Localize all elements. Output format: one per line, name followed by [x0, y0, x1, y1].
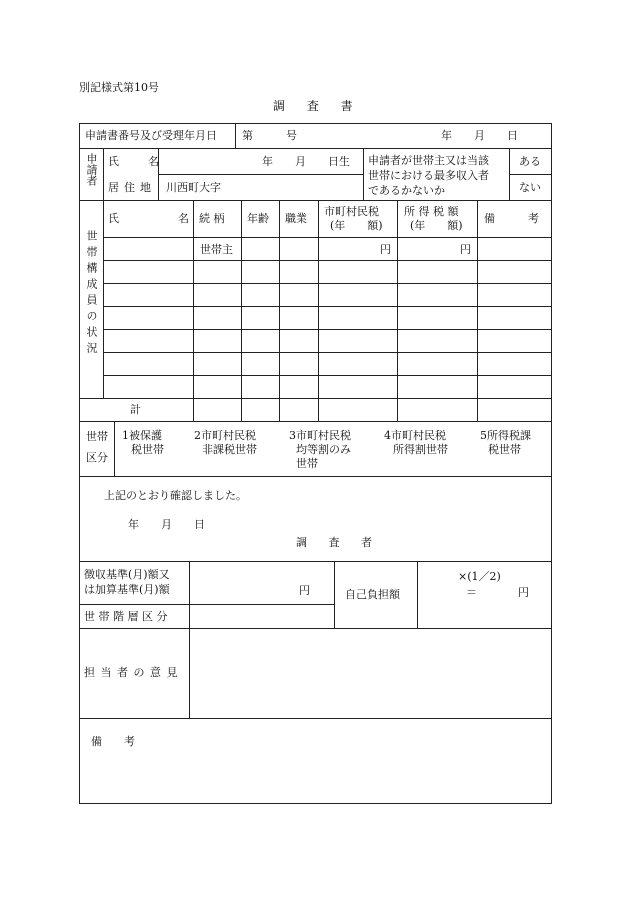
first-row-income-tax-yen: 円 — [460, 243, 471, 256]
applicant-address-label: 居住地 — [108, 181, 156, 194]
applicant-question-line2: 世帯における最多収入者 — [368, 169, 489, 182]
burden-yen: 円 — [518, 586, 529, 599]
class-option-4-line1[interactable]: 4市町村民税 — [384, 429, 446, 442]
base-amount-label-2: は加算基準(月)額 — [84, 583, 170, 596]
officer-opinion-field[interactable] — [190, 629, 551, 717]
class-option-3-line3: 世帯 — [296, 457, 318, 470]
col-remarks: 備 考 — [484, 212, 539, 225]
officer-opinion-label: 担 当 者 の 意 見 — [84, 666, 179, 679]
col-name-a: 氏 — [108, 212, 119, 225]
burden-formula: ×(1／2) — [458, 570, 501, 583]
confirmation-date-field[interactable]: 年 月 日 — [128, 518, 205, 531]
answer-yes-option[interactable]: ある — [519, 155, 541, 168]
applicant-name-label: 氏 名 — [108, 155, 168, 168]
class-option-1-line2: 税世帯 — [131, 443, 164, 456]
answer-no-option[interactable]: ない — [519, 181, 541, 194]
class-option-3-line2: 均等割のみ — [296, 443, 351, 456]
confirmation-text: 上記のとおり確認しました。 — [104, 489, 247, 502]
col-resident-tax-2: (年 額) — [330, 219, 383, 232]
total-label: 計 — [130, 403, 141, 416]
applicant-address-value[interactable]: 川西町大字 — [166, 181, 221, 194]
form-number: 別記様式第10号 — [79, 81, 159, 94]
remarks-field[interactable] — [80, 752, 551, 803]
base-amount-label-1: 徴収基準(月)額又 — [84, 568, 170, 581]
col-income-tax-2: (年 額) — [410, 219, 463, 232]
household-class-label-1: 世帯 — [86, 430, 108, 443]
first-row-relation: 世帯主 — [200, 243, 233, 256]
application-date-field[interactable]: 年 月 日 — [441, 129, 518, 142]
class-option-5-line2: 税世帯 — [488, 443, 521, 456]
class-option-3-line1[interactable]: 3市町村民税 — [289, 429, 351, 442]
base-amount-yen: 円 — [299, 584, 310, 597]
class-option-4-line2: 所得割世帯 — [393, 443, 448, 456]
members-side-label: 世帯構成員の状況 — [85, 230, 98, 358]
col-relation: 続 柄 — [199, 212, 225, 225]
col-income-tax-1: 所 得 税 額 — [404, 205, 459, 218]
self-burden-label: 自己負担額 — [345, 588, 400, 601]
class-option-2-line1[interactable]: 2市町村民税 — [194, 429, 256, 442]
applicant-question-line3: であるかないか — [368, 184, 445, 197]
col-job: 職業 — [285, 212, 307, 225]
col-resident-tax-1: 市町村民税 — [324, 205, 379, 218]
household-tier-label: 世 帯 階 層 区 分 — [84, 610, 168, 623]
class-option-5-line1[interactable]: 5所得税課 — [480, 429, 531, 442]
col-age: 年齢 — [247, 212, 269, 225]
applicant-side-label: 申請者 — [85, 153, 98, 186]
col-name-b: 名 — [178, 212, 189, 225]
household-class-label-2: 区分 — [86, 451, 108, 464]
burden-equals: ＝ — [466, 586, 477, 599]
first-row-resident-tax-yen: 円 — [380, 243, 391, 256]
class-option-1-line1[interactable]: 1被保護 — [122, 429, 162, 442]
class-option-2-line2: 非課税世帯 — [202, 443, 257, 456]
applicant-question-line1: 申請者が世帯主又は当該 — [368, 154, 489, 167]
applicant-birth-field[interactable]: 年 月 日生 — [262, 155, 350, 168]
application-number-label: 申請書番号及び受理年月日 — [85, 129, 217, 142]
application-number-field[interactable]: 第 号 — [242, 129, 297, 142]
remarks-label: 備 考 — [91, 735, 135, 748]
investigator-label: 調 査 者 — [296, 536, 381, 549]
page-title: 調 査 書 — [273, 99, 362, 113]
